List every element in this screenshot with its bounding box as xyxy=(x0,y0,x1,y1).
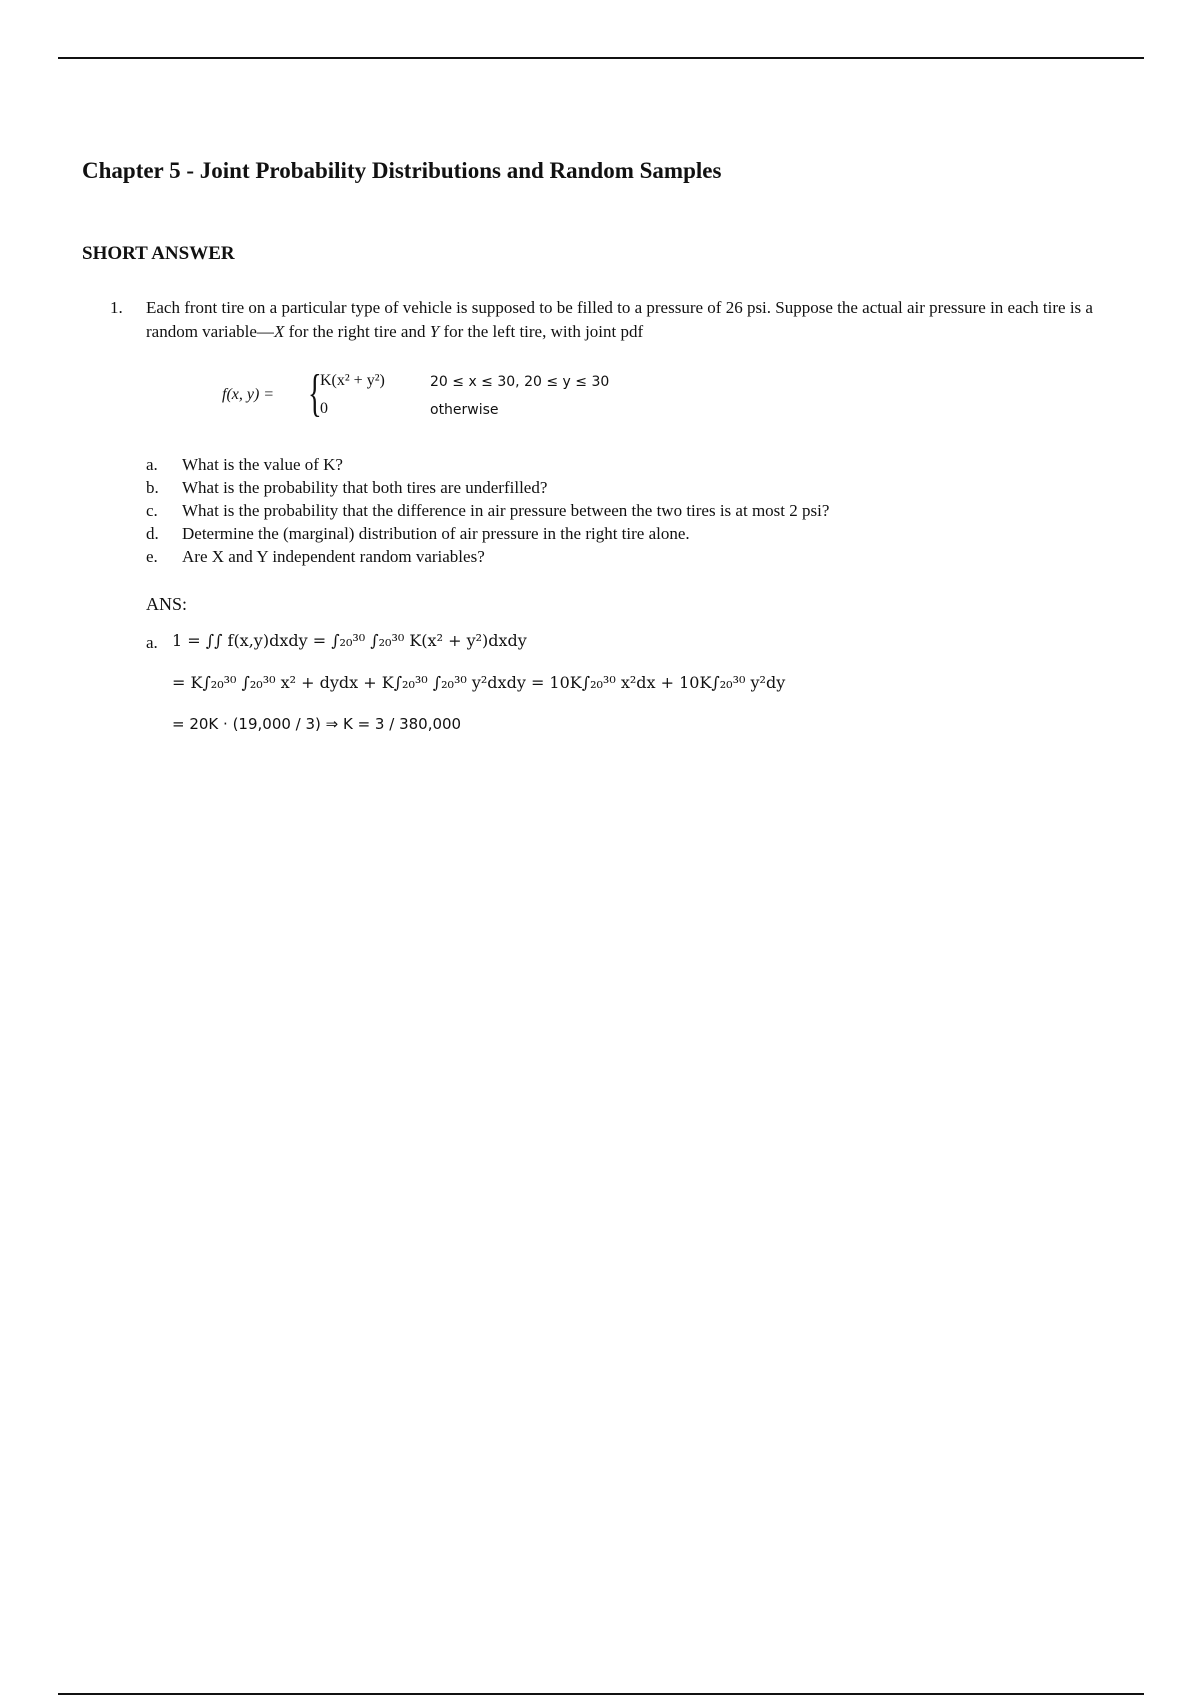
pdf-case1-expression: K(x² + y²) xyxy=(320,372,385,389)
question-1 xyxy=(110,296,1110,344)
variable-y: Y xyxy=(429,322,440,341)
chapter-title: Chapter 5 - Joint Probability Distributions and Random Samples xyxy=(82,158,722,183)
left-brace-icon: { xyxy=(308,365,322,422)
pdf-case2-expression: 0 xyxy=(320,400,328,417)
answer-line-3: = 20K · (19,000 / 3) ⇒ K = 3 / 380,000 xyxy=(172,715,462,733)
question-text: Each front tire on a particular type of vehicle is supposed to be filled to a pressure of 26 psi. Suppose the actual air pressure in each tire is a random variable—X for the right tire and Y for the left tire, with joint pdf xyxy=(146,298,1093,341)
variable-x: X xyxy=(273,322,285,341)
answer-part-letter: a. xyxy=(146,633,158,652)
bottom-rule xyxy=(58,1693,1144,1695)
pdf-case1-condition: 20 ≤ x ≤ 30, 20 ≤ y ≤ 30 xyxy=(430,374,610,390)
top-rule xyxy=(58,57,1144,59)
answer-line-1: 1 = ∫∫ f(x,y)dxdy = ∫₂₀³⁰ ∫₂₀³⁰ K(x² + y²)dxdy xyxy=(172,631,527,650)
answer-label: ANS: xyxy=(146,594,188,614)
pdf-case2-condition: otherwise xyxy=(430,402,499,418)
pdf-lhs: f(x, y) = xyxy=(222,386,275,403)
section-heading: SHORT ANSWER xyxy=(82,243,235,264)
question-number: 1. xyxy=(110,298,123,317)
answer-line-2: = K∫₂₀³⁰ ∫₂₀³⁰ x² + dydx + K∫₂₀³⁰ ∫₂₀³⁰ y²dxdy = 10K∫₂₀³⁰ x²dx + 10K∫₂₀³⁰ y²dy xyxy=(172,673,786,692)
